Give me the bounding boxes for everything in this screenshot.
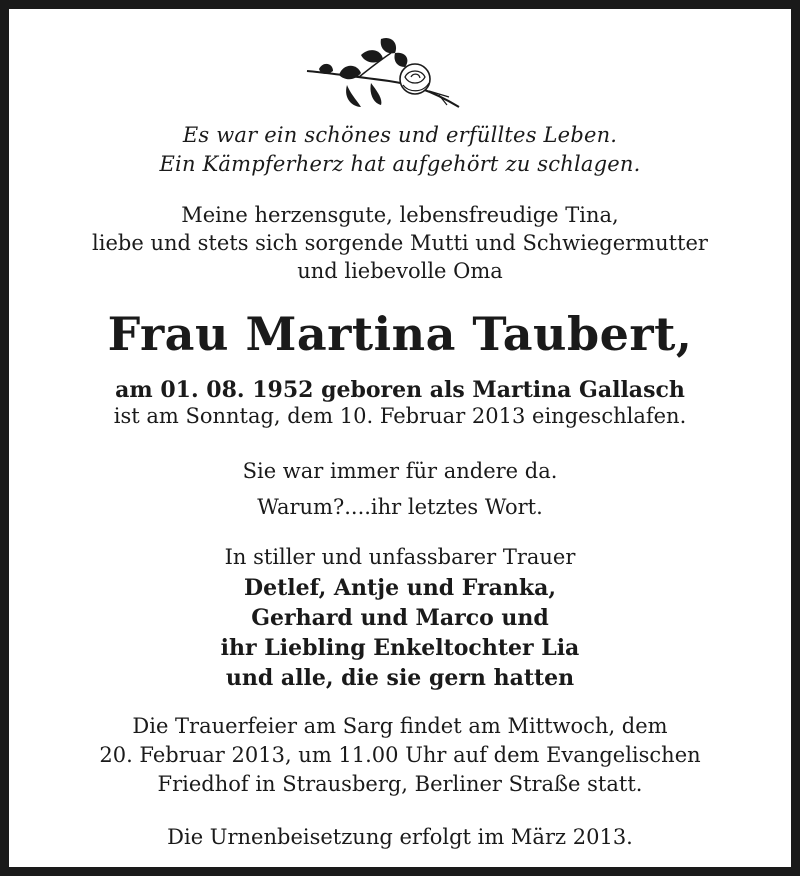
funeral-line: Die Trauerfeier am Sarg findet am Mittwoch, dem — [132, 714, 668, 738]
funeral-line: 20. Februar 2013, um 11.00 Uhr auf dem Evangelischen — [99, 743, 701, 767]
intro-line: Meine herzensgute, lebensfreudige Tina, — [181, 203, 619, 227]
mourners-line: und alle, die sie gern hatten — [225, 665, 575, 691]
mourners-line: Gerhard und Marco und — [251, 605, 549, 631]
birth-line: am 01. 08. 1952 geboren als Martina Gallasch — [115, 377, 685, 403]
quote-line: Es war ein schönes und erfülltes Leben. — [182, 123, 618, 147]
death-line: ist am Sonntag, dem 10. Februar 2013 eingeschlafen. — [113, 404, 687, 428]
mourners-line: Detlef, Antje und Franka, — [244, 575, 556, 601]
mourners-line: ihr Liebling Enkeltochter Lia — [220, 635, 580, 661]
intro-line: liebe und stets sich sorgende Mutti und Schwiegermutter — [92, 231, 708, 255]
remembrance-line: Sie war immer für andere da. — [242, 459, 558, 483]
funeral-line: Friedhof in Strausberg, Berliner Straße statt. — [157, 772, 643, 796]
intro-line: und liebevolle Oma — [297, 259, 503, 283]
deceased-name: Frau Martina Taubert, — [107, 307, 693, 361]
urn-line: Die Urnenbeisetzung erfolgt im März 2013. — [167, 825, 633, 849]
mourners-intro: In stiller und unfassbarer Trauer — [224, 545, 576, 569]
quote-line: Ein Kämpferherz hat aufgehört zu schlagen. — [159, 152, 641, 176]
rose-branch-icon — [299, 33, 469, 115]
remembrance-line: Warum?....ihr letztes Wort. — [257, 495, 543, 519]
